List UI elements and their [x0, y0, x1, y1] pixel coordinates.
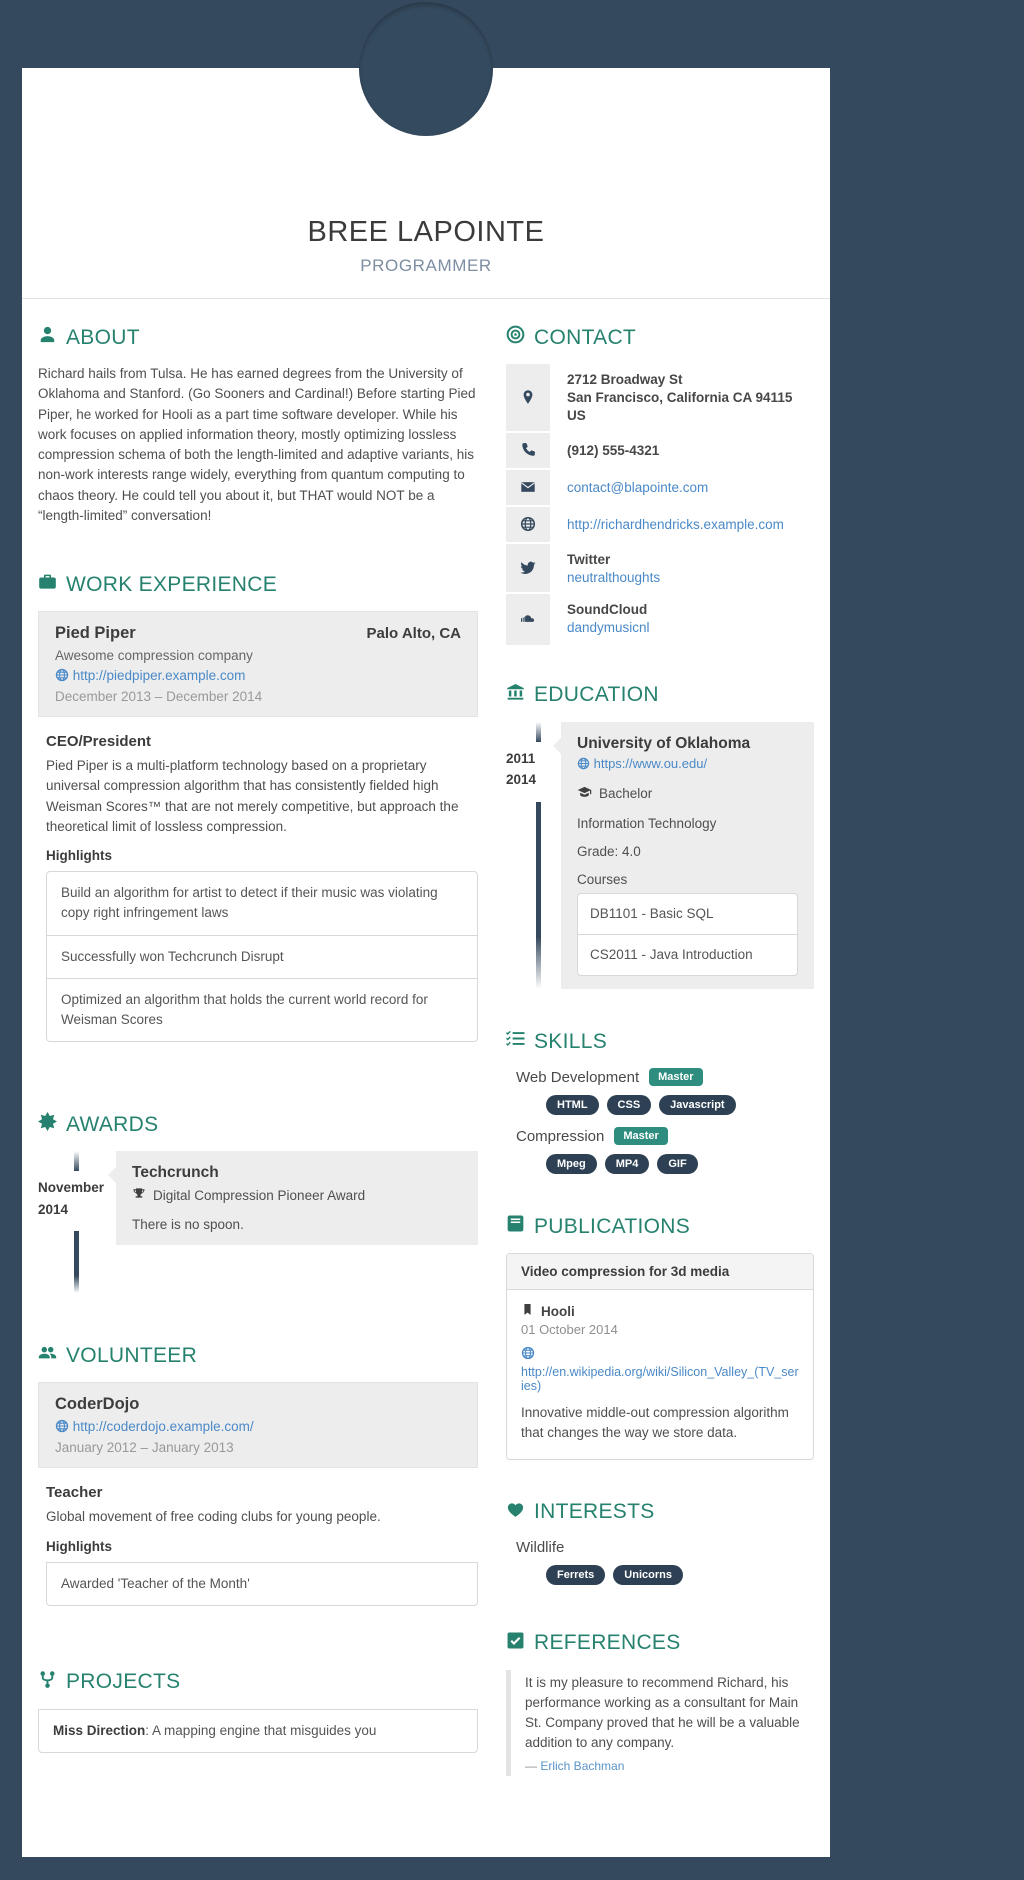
briefcase-icon [38, 572, 57, 597]
degree: Bachelor [599, 786, 653, 802]
interest-keyword-pill: Unicorns [613, 1565, 683, 1585]
course-item: CS2011 - Java Introduction [577, 934, 798, 976]
education-heading: EDUCATION [506, 683, 814, 708]
contact-row-phone [506, 433, 814, 470]
twitter-handle-link[interactable]: neutralthoughts [567, 569, 661, 585]
globe-icon [521, 1346, 799, 1365]
phone-icon [506, 433, 550, 470]
skill-level-badge: Master [649, 1068, 702, 1086]
position-title: CEO/President [46, 733, 152, 750]
award-timeline [38, 1151, 478, 1245]
references-section [506, 1631, 814, 1776]
award-summary: There is no spoon. [132, 1217, 244, 1233]
soundcloud-icon [506, 594, 550, 644]
company-name: Pied Piper [55, 624, 136, 642]
skill-group [506, 1068, 814, 1115]
volunteer-summary: Global movement of free coding clubs for young people. [46, 1509, 381, 1525]
timeline-bar-top [74, 1151, 79, 1171]
work-highlights-list [46, 871, 478, 1042]
phone-number: (912) 555-4321 [567, 443, 660, 459]
institution-website-link[interactable]: https://www.ou.edu/ [593, 755, 708, 771]
volunteer-website-link[interactable]: http://coderdojo.example.com/ [72, 1419, 254, 1435]
twitter-icon [506, 544, 550, 594]
skill-group [506, 1127, 814, 1174]
contact-section [506, 325, 814, 645]
education-timeline [506, 722, 814, 990]
website-link[interactable]: http://richardhendricks.example.com [567, 517, 784, 533]
volunteer-dates: January 2012 – January 2013 [55, 1440, 234, 1456]
volunteer-card [38, 1382, 478, 1468]
person-name: BREE LAPOINTE [307, 216, 545, 248]
award-date: November 2014 [38, 1180, 105, 1217]
soundcloud-handle-link[interactable]: dandymusicnl [567, 620, 650, 636]
position-block [38, 733, 478, 1042]
globe-icon [506, 507, 550, 544]
right-column [506, 325, 814, 1776]
award-awarder: Techcrunch [132, 1164, 219, 1182]
award-timeline-gutter [38, 1151, 116, 1245]
address-line-1: 2712 Broadway St [567, 372, 683, 387]
study-area: Information Technology [577, 815, 717, 831]
publication-publisher: Hooli [541, 1303, 575, 1319]
email-link[interactable]: contact@blapointe.com [567, 480, 709, 496]
courses-label: Courses [577, 871, 628, 887]
projects-list [38, 1709, 478, 1753]
skill-name: Compression [516, 1127, 605, 1145]
highlight-item: Awarded 'Teacher of the Month' [46, 1562, 478, 1606]
volunteer-highlights-list [46, 1562, 478, 1606]
awards-heading: AWARDS [38, 1112, 478, 1137]
interest-group [506, 1539, 814, 1585]
heart-icon [506, 1500, 525, 1525]
interest-keyword-pill: Ferrets [546, 1565, 605, 1585]
project-separator: : [145, 1722, 153, 1738]
courses-list [577, 893, 798, 977]
interests-heading: INTERESTS [506, 1500, 814, 1525]
company-card [38, 611, 478, 717]
skill-keyword-pill: Javascript [659, 1095, 735, 1115]
trophy-icon [132, 1187, 146, 1204]
skill-keyword-pill: CSS [607, 1095, 652, 1115]
education-years: 2011 2014 [506, 750, 537, 788]
projects-section [38, 1670, 478, 1753]
contact-row-website [506, 507, 814, 544]
timeline-bar [536, 802, 541, 990]
content-columns [22, 325, 830, 1776]
contact-heading: CONTACT [506, 325, 814, 350]
projects-heading: PROJECTS [38, 1670, 478, 1695]
tasks-icon [506, 1029, 525, 1054]
grade: Grade: 4.0 [577, 843, 641, 859]
publication-card [506, 1253, 814, 1460]
references-heading: REFERENCES [506, 1631, 814, 1656]
graduation-cap-icon [577, 785, 592, 803]
contact-row-address [506, 364, 814, 433]
map-marker-icon [506, 364, 550, 433]
highlights-label: Highlights [46, 1538, 112, 1554]
contact-table [506, 364, 814, 645]
publication-title: Video compression for 3d media [507, 1254, 813, 1290]
education-timeline-gutter [506, 722, 561, 990]
certificate-icon [38, 1112, 57, 1137]
publication-date: 01 October 2014 [521, 1322, 618, 1338]
reference-dash: — [525, 1758, 537, 1773]
position-summary: Pied Piper is a multi-platform technology based on a proprietary universal compression algorithm that has consistently fielded high Weisman Scores™ that are not merely competitive, but approach the theoretical limit of lossless compression. [46, 758, 459, 834]
skills-heading: SKILLS [506, 1029, 814, 1054]
organization-name: CoderDojo [55, 1395, 140, 1414]
users-icon [38, 1343, 57, 1368]
awards-section [38, 1112, 478, 1305]
fork-icon [38, 1670, 57, 1695]
volunteer-section [38, 1343, 478, 1606]
publication-summary: Innovative middle-out compression algorithm that changes the way we store data. [521, 1405, 789, 1441]
project-description: A mapping engine that misguides you [152, 1722, 377, 1738]
company-website-link[interactable]: http://piedpiper.example.com [72, 668, 246, 683]
twitter-label: Twitter [567, 551, 611, 567]
project-name: Miss Direction [53, 1722, 146, 1738]
highlight-item: Successfully won Techcrunch Disrupt [46, 935, 478, 979]
bank-icon [506, 683, 525, 708]
about-heading: ABOUT [38, 325, 478, 350]
work-heading: WORK EXPERIENCE [38, 572, 478, 597]
volunteer-heading: VOLUNTEER [38, 1343, 478, 1368]
envelope-icon [506, 470, 550, 507]
skill-level-badge: Master [614, 1127, 667, 1145]
timeline-bar-top [536, 722, 541, 742]
resume-card [22, 68, 830, 1857]
highlights-label: Highlights [46, 848, 112, 863]
skill-name: Web Development [516, 1068, 640, 1086]
volunteer-position: Teacher [46, 1484, 103, 1502]
award-title: Digital Compression Pioneer Award [153, 1188, 366, 1204]
reference-name-link[interactable]: Erlich Bachman [540, 1758, 625, 1773]
company-location: Palo Alto, CA [366, 625, 461, 642]
timeline-bar [74, 1231, 79, 1293]
contact-row-soundcloud [506, 594, 814, 644]
interest-name: Wildlife [516, 1538, 565, 1556]
course-item: DB1101 - Basic SQL [577, 893, 798, 935]
award-card [116, 1151, 478, 1245]
highlight-item: Build an algorithm for artist to detect if their music was violating copy right infringement laws [46, 871, 478, 936]
reference-quote [506, 1670, 814, 1776]
publication-url-link[interactable]: http://en.wikipedia.org/wiki/Silicon_Valley_(TV_series) [521, 1365, 799, 1394]
person-title: PROGRAMMER [360, 256, 492, 275]
left-column [38, 325, 478, 1776]
address-line-2: San Francisco, California CA 94115 US [567, 390, 793, 424]
highlight-item: Optimized an algorithm that holds the current world record for Weisman Scores [46, 978, 478, 1043]
company-dates: December 2013 – December 2014 [55, 689, 263, 704]
bookmark-icon [521, 1303, 534, 1319]
education-card [561, 722, 814, 990]
target-icon [506, 325, 525, 350]
contact-row-twitter [506, 544, 814, 594]
header-divider [22, 298, 830, 299]
check-square-icon [506, 1631, 525, 1656]
about-text: Richard hails from Tulsa. He has earned degrees from the University of Oklahoma and Stanford. (Go Sooners and Cardinal!) Before starting Pied Piper, he worked for Hooli as a part time software developer. While his work focuses on applied information theory, mostly optimizing lossless compression schema of both the length-limited and adaptive variants, his non-work interests range widely, everything from quantum computing to chaos theory. He could tell you about it, but THAT would NOT be a “length-limited” conversation! [38, 366, 476, 523]
education-section [506, 683, 814, 990]
project-item [38, 1709, 478, 1753]
avatar [359, 2, 493, 136]
work-section [38, 572, 478, 1042]
interests-section [506, 1500, 814, 1585]
skill-keyword-pill: GIF [657, 1154, 697, 1174]
book-icon [506, 1214, 525, 1239]
skills-section [506, 1029, 814, 1174]
publications-section [506, 1214, 814, 1460]
institution-name: University of Oklahoma [577, 734, 751, 752]
contact-row-email [506, 470, 814, 507]
globe-icon [55, 668, 69, 685]
globe-icon [577, 757, 590, 773]
skill-keyword-pill: MP4 [605, 1154, 650, 1174]
skill-keyword-pill: Mpeg [546, 1154, 597, 1174]
publications-heading: PUBLICATIONS [506, 1214, 814, 1239]
reference-text: It is my pleasure to recommend Richard, his performance working as a consultant for Main St. Company proved that he will be a valuable addition to any company. [525, 1674, 800, 1751]
globe-icon [55, 1419, 69, 1436]
skill-keyword-pill: HTML [546, 1095, 599, 1115]
user-icon [38, 325, 57, 350]
company-description: Awesome compression company [55, 648, 253, 663]
soundcloud-label: SoundCloud [567, 602, 648, 618]
about-section [38, 325, 478, 526]
